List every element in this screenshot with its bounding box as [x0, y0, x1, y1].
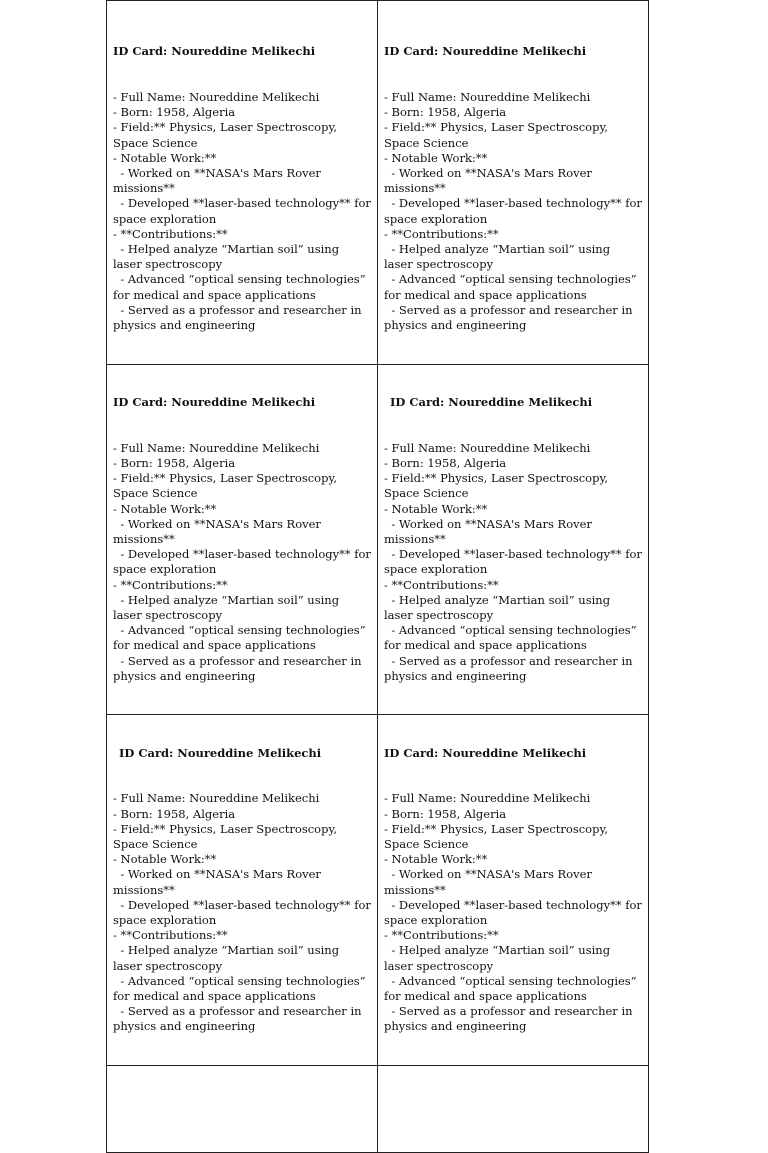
card-details: - Full Name: Noureddine Melikechi - Born: 1958, Algeria - Field:** Physics, Laser Spectroscopy, Space Science - Notable Work:** - Worked on **NASA's Mars Rover missions** - Developed **laser-based technology** for space exploration - **Contributions:** - Helped analyze “Martian soil” using laser spectroscopy - Advanced “optical sensing technologies” for medical and space applications - Served as a professor and researcher in physics and engineering	[384, 791, 642, 1034]
empty-cell	[378, 1066, 649, 1153]
id-card	[113, 14, 371, 364]
card-details: - Full Name: Noureddine Melikechi - Born: 1958, Algeria - Field:** Physics, Laser Spectroscopy, Space Science - Notable Work:** - Worked on **NASA's Mars Rover missions** - Developed **laser-based technology** for space exploration - **Contributions:** - Helped analyze “Martian soil” using laser spectroscopy - Advanced “optical sensing technologies” for medical and space applications - Served as a professor and researcher in physics and engineering	[384, 90, 642, 333]
id-card	[113, 365, 371, 715]
card-title: ID Card: Noureddine Melikechi	[119, 745, 322, 760]
id-card-cell	[107, 1, 378, 365]
card-title: ID Card: Noureddine Melikechi	[113, 44, 316, 59]
id-card-cell	[107, 715, 378, 1066]
id-card	[384, 14, 642, 364]
card-details: - Full Name: Noureddine Melikechi - Born: 1958, Algeria - Field:** Physics, Laser Spectroscopy, Space Science - Notable Work:** - Worked on **NASA's Mars Rover missions** - Developed **laser-based technology** for space exploration - **Contributions:** - Helped analyze “Martian soil” using laser spectroscopy - Advanced “optical sensing technologies” for medical and space applications - Served as a professor and researcher in physics and engineering	[384, 440, 642, 683]
card-details: - Full Name: Noureddine Melikechi - Born: 1958, Algeria - Field:** Physics, Laser Spectroscopy, Space Science - Notable Work:** - Worked on **NASA's Mars Rover missions** - Developed **laser-based technology** for space exploration - **Contributions:** - Helped analyze “Martian soil” using laser spectroscopy - Advanced “optical sensing technologies” for medical and space applications - Served as a professor and researcher in physics and engineering	[113, 90, 371, 333]
id-card-cell	[378, 364, 649, 715]
table-row	[107, 1, 649, 365]
id-card	[113, 715, 371, 1065]
table-row	[107, 715, 649, 1066]
id-card-cell	[378, 1, 649, 365]
card-title: ID Card: Noureddine Melikechi	[384, 745, 587, 760]
card-title: ID Card: Noureddine Melikechi	[113, 395, 316, 410]
card-details: - Full Name: Noureddine Melikechi - Born: 1958, Algeria - Field:** Physics, Laser Spectroscopy, Space Science - Notable Work:** - Worked on **NASA's Mars Rover missions** - Developed **laser-based technology** for space exploration - **Contributions:** - Helped analyze “Martian soil” using laser spectroscopy - Advanced “optical sensing technologies” for medical and space applications - Served as a professor and researcher in physics and engineering	[113, 791, 371, 1034]
empty-cell	[107, 1066, 378, 1153]
id-card-cell	[378, 715, 649, 1066]
table-row	[107, 1066, 649, 1153]
card-title: ID Card: Noureddine Melikechi	[390, 395, 593, 410]
id-card-table	[106, 0, 649, 1153]
id-card	[384, 365, 642, 715]
card-title: ID Card: Noureddine Melikechi	[384, 44, 587, 59]
id-card	[384, 715, 642, 1065]
id-card-cell	[107, 364, 378, 715]
table-row	[107, 364, 649, 715]
card-details: - Full Name: Noureddine Melikechi - Born: 1958, Algeria - Field:** Physics, Laser Spectroscopy, Space Science - Notable Work:** - Worked on **NASA's Mars Rover missions** - Developed **laser-based technology** for space exploration - **Contributions:** - Helped analyze “Martian soil” using laser spectroscopy - Advanced “optical sensing technologies” for medical and space applications - Served as a professor and researcher in physics and engineering	[113, 440, 371, 683]
